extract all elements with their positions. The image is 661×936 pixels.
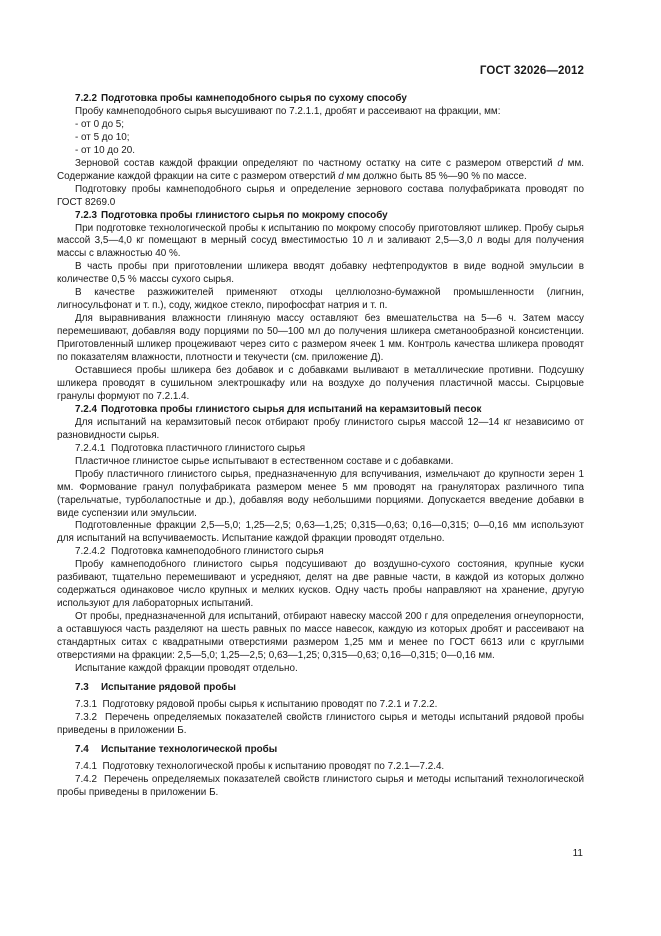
text-run: Перечень определяемых показателей свойств глинистого сырья и методы испытаний рядовой пробы приведены в приложении Б. — [57, 711, 584, 736]
document-code: ГОСТ 32026—2012 — [479, 65, 584, 77]
subsection-heading-7-2-4-1 — [57, 443, 584, 456]
text-run: Зерновой состав каждой фракции определяют по частному остатку на сите с размером отверстий — [75, 157, 553, 169]
text-run: мм должно быть 85 %—90 % по массе. — [343, 170, 527, 182]
italic-symbol: d — [557, 157, 563, 169]
paragraph — [57, 699, 584, 712]
paragraph: Пробу камнеподобного глинистого сырья подсушивают до воздушно-сухого состояния, крупные куски разбивают, тщательно перемешивают и усредняют, делят на две равные части, в каждой из которых должно содержаться одинаковое число крупных и мелких кусков. Одну часть пробы направляют на хранение, другую используют для лабораторных испытаний. — [57, 559, 584, 610]
text-run: Перечень определяемых показателей свойств глинистого сырья и методы испытаний технологической пробы приведены в приложении Б. — [57, 773, 584, 798]
paragraph: Оставшиеся пробы шликера без добавок и с добавками выливают в металлические противни. Подсушку шликера проводят в сушильном электрошкафу или на воздухе до получения пластичной массы. Сырцовые гранулы формуют по 7.2.1.4. — [57, 365, 584, 402]
subsection-number: 7.2.4.1 — [75, 442, 106, 454]
paragraph: Пластичное глинистое сырье испытывают в естественном составе и с добавками. — [75, 455, 454, 467]
section-heading-7-3 — [57, 682, 584, 695]
section-number: 7.3 — [75, 681, 89, 693]
paragraph — [57, 712, 584, 738]
clause-number: 7.4.1 — [75, 760, 97, 772]
page-number: 11 — [572, 848, 583, 859]
paragraph: В качестве разжижителей применяют отходы целлюлозно-бумажной промышленности (лигнин, лигносульфонат и т. п.), соду, жидкое стекло, пирофосфат натрия и т. п. — [57, 287, 584, 312]
section-title: Подготовка пробы глинистого сырья по мокрому способу — [101, 209, 388, 221]
italic-symbol: d — [338, 170, 344, 182]
text-run: Подготовку технологической пробы к испытанию проводят по 7.2.1—7.2.4. — [102, 760, 445, 772]
section-number: 7.2.4 — [75, 403, 97, 415]
paragraph: В часть пробы при приготовлении шликера вводят добавку нефтепродуктов в виде водной эмульсии в количестве 0,5 % массы сухого сырья. — [57, 261, 584, 286]
paragraph: Пробу пластичного глинистого сырья, предназначенную для вспучивания, измельчают до крупности зерен 1 мм. Формование гранул полуфабриката размером менее 5 мм проводят на грануляторах различного типа (тарельчатые, турболапостные и др.), добавляя воду небольшими порциями. Допускается введение добавки в виде суспензии или эмульсии. — [57, 468, 584, 519]
document-body — [57, 93, 584, 800]
paragraph: Испытание каждой фракции проводят отдельно. — [75, 662, 298, 674]
list-item: - от 5 до 10; — [75, 131, 130, 143]
subsection-title: Подготовка камнеподобного глинистого сырья — [111, 546, 324, 558]
text-run: Подготовку рядовой пробы сырья к испытанию проводят по 7.2.1 и 7.2.2. — [102, 698, 438, 710]
section-heading-7-2-4 — [57, 404, 584, 417]
paragraph: Подготовку пробы камнеподобного сырья и определение зернового состава полуфабриката проводят по ГОСТ 8269.0 — [57, 183, 584, 208]
text-run: мм. Содержание каждой фракции на сите с размером отверстий — [57, 157, 584, 182]
section-heading-7-2-2 — [57, 93, 584, 106]
paragraph: При подготовке технологической пробы к испытанию по мокрому способу приготовляют шликер. Пробу сырья массой 3,5—4,0 кг помещают в мерный сосуд вместимостью 10 л и заливают 2,5—3,0 л воды для получения массы с влажностью 40 %. — [57, 222, 584, 260]
list-item: - от 0 до 5; — [75, 118, 125, 130]
subsection-heading-7-2-4-2 — [57, 546, 584, 559]
paragraph: Для испытаний на керамзитовый песок отбирают пробу глинистого сырья массой 12—14 кг независимо от разновидности сырья. — [57, 416, 584, 441]
section-title: Подготовка пробы камнеподобного сырья по сухому способу — [101, 93, 407, 104]
paragraph: Подготовленные фракции 2,5—5,0; 1,25—2,5; 0,63—1,25; 0,315—0,63; 0,16—0,315; 0—0,16 мм используют для испытаний на вспучиваемость. Испытание каждой фракции проводят отдельно. — [57, 520, 584, 545]
section-title: Испытание рядовой пробы — [101, 681, 236, 693]
section-title: Подготовка пробы глинистого сырья для испытаний на керамзитовый песок — [101, 403, 482, 415]
section-number: 7.2.3 — [75, 209, 97, 221]
section-title: Испытание технологической пробы — [101, 743, 278, 755]
section-number: 7.2.2 — [75, 93, 97, 104]
paragraph: От пробы, предназначенной для испытаний, отбирают навеску массой 200 г для определения огнеупорности, а оставшуюся часть разделяют на шесть равных по массе навесок, каждую из которых дробят и рассеивают на стандартных ситах с квадратными отверстиями размером 1,25 мм и менее по ГОСТ 6613 или с круглыми отверстиями на фракции: 2,5—5,0; 1,25—2,5; 0,63—1,25; 0,315—0,63; 0,16—0,315; 0—0,16 мм. — [57, 611, 584, 661]
section-number: 7.4 — [75, 743, 89, 755]
paragraph — [57, 158, 584, 184]
subsection-number: 7.2.4.2 — [75, 546, 106, 558]
paragraph: Для выравнивания влажности глиняную массу оставляют без вмешательства на 5—6 ч. Затем массу перемешивают, добавляя воду порциями по 50—100 мл до получения шликера сметанообразной консистенции. Приготовленный шликер процеживают через сито с размером ячеек 1 мм. Контроль качества шликера проводят по показателям влажности, плотности и текучести (см. приложение Д). — [57, 313, 584, 364]
section-heading-7-2-3 — [57, 210, 584, 223]
clause-number: 7.4.2 — [75, 773, 97, 785]
paragraph: Пробу камнеподобного сырья высушивают по 7.2.1.1, дробят и рассеивают на фракции, мм: — [75, 105, 501, 117]
section-heading-7-4 — [57, 744, 584, 757]
clause-number: 7.3.2 — [75, 711, 97, 723]
subsection-title: Подготовка пластичного глинистого сырья — [111, 442, 306, 454]
paragraph — [57, 761, 584, 774]
clause-number: 7.3.1 — [75, 698, 97, 710]
paragraph — [57, 774, 584, 800]
list-item: - от 10 до 20. — [75, 144, 136, 156]
